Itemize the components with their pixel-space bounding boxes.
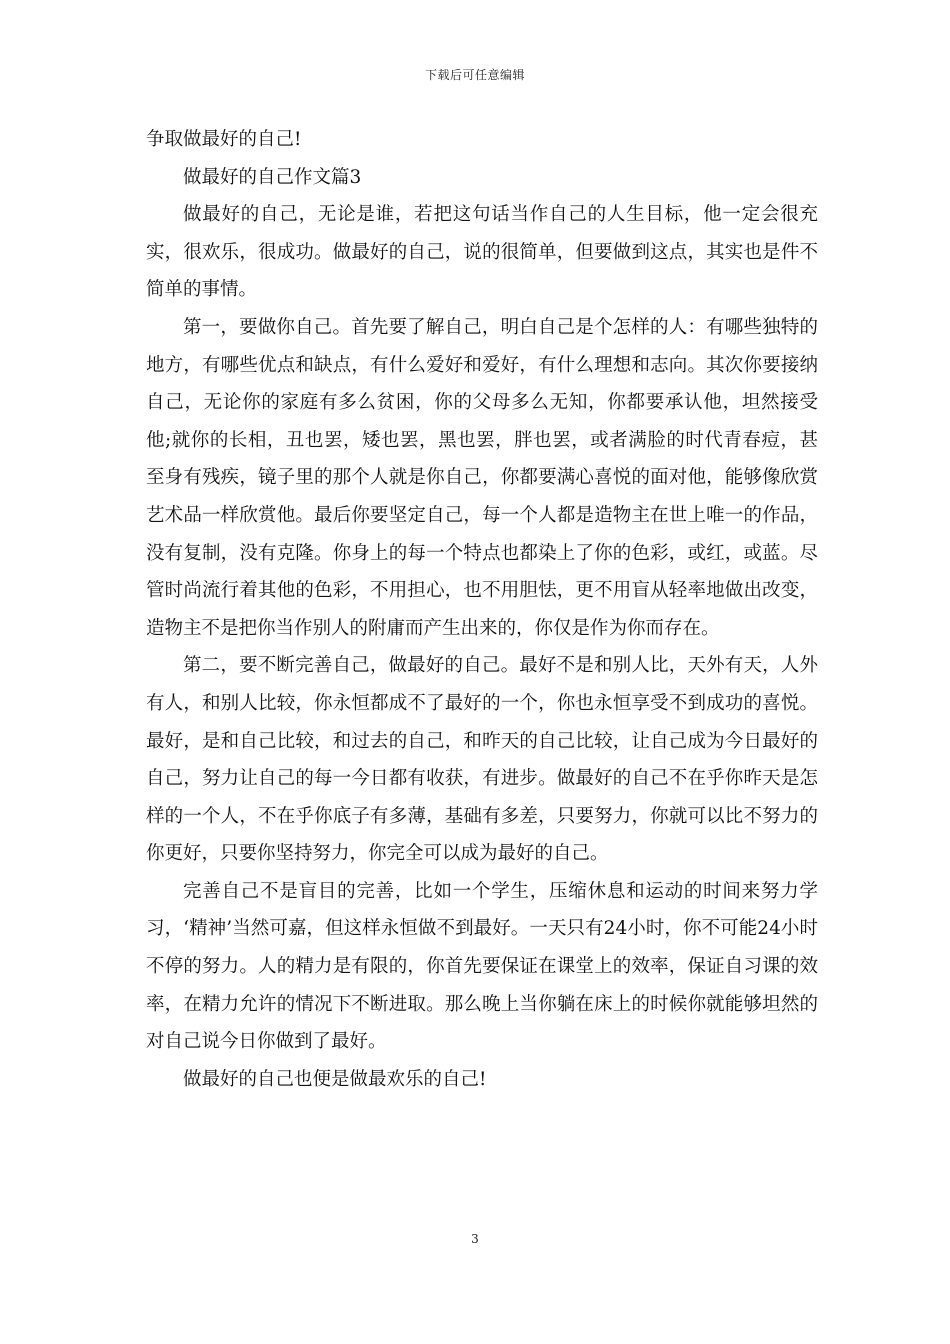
- essay-title: 做最好的自己作文篇3: [183, 166, 362, 188]
- paragraph-second-point: 第二，要不断完善自己，做最好的自己。最好不是和别人比，天外有天，人外有人，和别人比较，你永恒都成不了最好的一个，你也永恒享受不到成功的喜悦。最好，是和自己比较，和过去的自己，和昨天的自己比较，让自己成为今日最好的自己，努力让自己的每一今日都有收获，有进步。做最好的自己不在乎你昨天是怎样的一个人，不在乎你底子有多薄，基础有多差，只要努力，你就可以比不努力的你更好，只要你坚持努力，你完全可以成为最好的自己。: [146, 655, 818, 865]
- paragraph-intro: 做最好的自己，无论是谁，若把这句话当作自己的人生目标，他一定会很充实，很欢乐，很成功。做最好的自己，说的很简单，但要做到这点，其实也是件不简单的事情。: [146, 204, 818, 301]
- paragraph-self-improvement: 完善自己不是盲目的完善，比如一个学生，压缩休息和运动的时间来努力学习，‘精神’当然可嘉，但这样永恒做不到最好。一天只有24小时，你不可能24小时不停的努力。人的精力是有限的，你首先要保证在课堂上的效率，保证自习课的效率，在精力允许的情况下不断进取。那么晚上当你躺在床上的时候你就能够坦然的对自己说今日你做到了最好。: [146, 880, 818, 1053]
- page-header: 下载后可任意编辑: [424, 68, 525, 82]
- paragraph-first-point: 第一，要做你自己。首先要了解自己，明白自己是个怎样的人：有哪些独特的地方，有哪些优点和缺点，有什么爱好和爱好，有什么理想和志向。其次你要接纳自己，无论你的家庭有多么贫困，你的父母多么无知，你都要承认他，坦然接受他;就你的长相，丑也罢，矮也罢，黑也罢，胖也罢，或者满脸的时代青春痘，甚至身有残疾，镜子里的那个人就是你自己，你都要满心喜悦的面对他，能够像欣赏艺术品一样欣赏他。最后你要坚定自己，每一个人都是造物主在世上唯一的作品，没有复制，没有克隆。你身上的每一个特点也都染上了你的色彩，或红，或蓝。尽管时尚流行着其他的色彩，不用担心，也不用胆怯，更不用盲从轻率地做出改变，造物主不是把你当作别人的附庸而产生出来的，你仅是作为你而存在。: [146, 316, 818, 639]
- paragraph-closing-line: 争取做最好的自己!: [146, 129, 302, 150]
- page-number: 3: [471, 1232, 479, 1246]
- paragraph-conclusion: 做最好的自己也便是做最欢乐的自己!: [183, 1068, 487, 1090]
- document-body: [146, 121, 818, 1098]
